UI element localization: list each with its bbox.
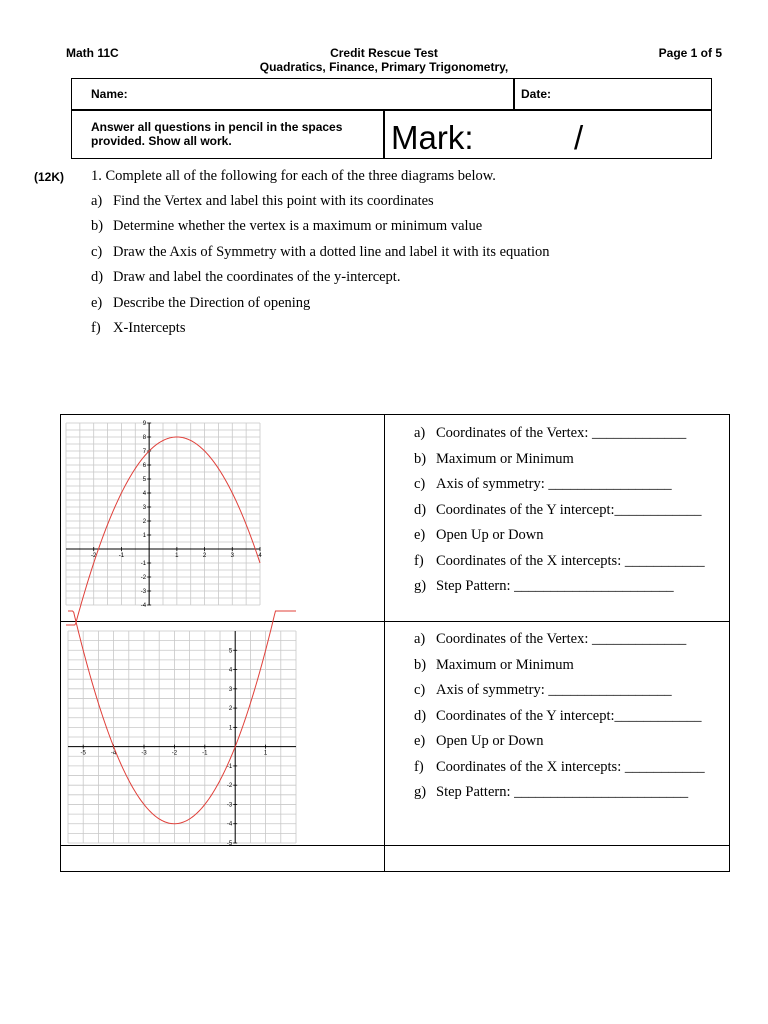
- x-tick-label: 4: [258, 553, 262, 559]
- y-tick-label: -3: [226, 802, 233, 809]
- item-letter: e): [414, 733, 426, 749]
- divider: [383, 109, 385, 158]
- item-text: Coordinates of the Y intercept:____________: [436, 707, 702, 724]
- table-divider: [61, 621, 729, 622]
- list-item: [91, 218, 550, 243]
- item-text: Step Pattern: ______________________: [436, 578, 674, 594]
- y-tick-label: 4: [142, 491, 147, 497]
- instruction-list: [91, 193, 550, 345]
- name-label[interactable]: Name:: [91, 87, 128, 101]
- item-letter: b): [414, 450, 427, 467]
- mark-slash: /: [574, 119, 584, 156]
- item-text: Open Up or Down: [436, 527, 544, 543]
- y-tick-label: 1: [142, 533, 147, 539]
- item-letter: c): [414, 682, 426, 698]
- list-item: [91, 320, 550, 345]
- y-tick-label: 2: [228, 706, 233, 713]
- list-item[interactable]: [414, 553, 705, 579]
- list-item[interactable]: [414, 578, 705, 604]
- list-item[interactable]: [414, 631, 705, 657]
- page-number: Page 1 of 5: [658, 46, 722, 60]
- list-item[interactable]: [414, 708, 705, 734]
- item-letter: a): [414, 425, 426, 441]
- item-letter: f): [91, 319, 101, 336]
- item-text: Maximum or Minimum: [436, 450, 574, 467]
- item-text: Axis of symmetry: _________________: [436, 476, 672, 492]
- y-tick-label: 5: [228, 648, 233, 655]
- y-tick-label: 1: [228, 725, 233, 732]
- list-item[interactable]: [414, 425, 705, 451]
- y-tick-label: -1: [226, 763, 233, 770]
- item-text: Find the Vertex and label this point with its coordinates: [113, 193, 434, 209]
- item-letter: f): [414, 552, 424, 569]
- list-item[interactable]: [414, 502, 705, 528]
- y-tick-label: -1: [140, 561, 147, 567]
- test-title-block: [0, 46, 768, 74]
- list-item: [91, 269, 550, 294]
- y-tick-label: 3: [142, 505, 147, 511]
- item-letter: e): [414, 527, 426, 543]
- x-tick-label: -2: [91, 553, 97, 559]
- list-item[interactable]: [414, 476, 705, 502]
- item-text: Coordinates of the Vertex: _____________: [436, 631, 687, 647]
- question-text: 1. Complete all of the following for each of the three diagrams below.: [91, 168, 496, 184]
- item-text: Coordinates of the X intercepts: ___________: [436, 552, 705, 569]
- date-label[interactable]: Date:: [521, 87, 552, 101]
- x-tick-label: -1: [118, 553, 125, 559]
- item-text: Draw and label the coordinates of the y-intercept.: [113, 269, 401, 286]
- course-label: Math 11C: [66, 46, 119, 60]
- y-tick-label: -4: [140, 603, 147, 609]
- list-item[interactable]: [414, 451, 705, 477]
- y-tick-label: -2: [140, 575, 147, 581]
- item-letter: e): [91, 294, 103, 311]
- list-item[interactable]: [414, 733, 705, 759]
- x-tick-label: -3: [141, 750, 147, 757]
- y-tick-label: 2: [142, 519, 147, 525]
- item-text: Coordinates of the Vertex: _____________: [436, 425, 687, 441]
- answer-list-2: [414, 631, 705, 810]
- y-tick-label: 9: [142, 421, 147, 427]
- item-text: Coordinates of the X intercepts: ___________: [436, 758, 705, 775]
- item-letter: d): [91, 269, 104, 286]
- item-letter: d): [414, 501, 427, 518]
- parabola-graph-2: [68, 631, 296, 847]
- item-text: Axis of symmetry: _________________: [436, 682, 672, 698]
- graph-1-svg: [66, 421, 262, 609]
- x-tick-label: -4: [110, 750, 117, 757]
- list-item[interactable]: [414, 527, 705, 553]
- list-item[interactable]: [414, 682, 705, 708]
- item-letter: g): [414, 578, 427, 594]
- item-text: Coordinates of the Y intercept:____________: [436, 501, 702, 518]
- item-letter: c): [91, 243, 103, 260]
- y-tick-label: 3: [228, 686, 233, 693]
- divider: [513, 79, 515, 109]
- table-divider: [61, 845, 729, 846]
- item-letter: g): [414, 784, 427, 800]
- item-letter: b): [414, 656, 427, 673]
- answer-list-1: [414, 425, 705, 604]
- list-item[interactable]: [414, 784, 705, 810]
- parabola-graph-1: [66, 421, 262, 609]
- x-tick-label: 1: [175, 553, 179, 559]
- list-item: [91, 295, 550, 320]
- item-text: Describe the Direction of opening: [113, 294, 311, 311]
- x-tick-label: 3: [230, 553, 234, 559]
- list-item: [91, 244, 550, 269]
- item-text: Open Up or Down: [436, 733, 544, 749]
- list-item[interactable]: [414, 759, 705, 785]
- x-tick-label: 1: [263, 750, 268, 757]
- mark-label: Mark:: [391, 119, 474, 156]
- item-text: Step Pattern: ________________________: [436, 784, 689, 800]
- item-text: Draw the Axis of Symmetry with a dotted line and label it with its equation: [113, 243, 550, 260]
- item-letter: b): [91, 218, 104, 235]
- question-points: (12K): [34, 170, 65, 184]
- test-title: Credit Rescue Test: [330, 46, 438, 60]
- item-text: Maximum or Minimum: [436, 656, 574, 673]
- test-subtitle: Quadratics, Finance, Primary Trigonometry,: [259, 60, 509, 74]
- y-tick-label: -2: [226, 783, 233, 790]
- x-tick-label: -1: [202, 750, 208, 757]
- list-item: [91, 193, 550, 218]
- divider: [72, 109, 711, 111]
- item-letter: f): [414, 758, 424, 775]
- list-item[interactable]: [414, 657, 705, 683]
- x-tick-label: 2: [202, 553, 207, 559]
- x-tick-label: -5: [80, 750, 86, 757]
- y-tick-label: 4: [228, 667, 233, 674]
- graph-2-svg: [68, 631, 296, 847]
- y-tick-label: 6: [142, 463, 147, 469]
- y-tick-label: 5: [142, 477, 147, 483]
- y-tick-label: -5: [226, 841, 233, 847]
- item-letter: a): [414, 631, 426, 647]
- item-letter: d): [414, 707, 427, 724]
- x-tick-label: -2: [171, 750, 178, 757]
- y-tick-label: 8: [142, 435, 147, 441]
- item-letter: a): [91, 193, 103, 209]
- y-tick-label: 7: [142, 449, 147, 455]
- item-letter: c): [414, 476, 426, 492]
- item-text: X-Intercepts: [113, 319, 186, 336]
- y-tick-label: -3: [140, 589, 147, 595]
- y-tick-label: -4: [226, 821, 233, 828]
- item-text: Determine whether the vertex is a maximum or minimum value: [113, 218, 483, 235]
- table-divider: [384, 415, 385, 871]
- student-info-box: [71, 78, 712, 159]
- instructions: Answer all questions in pencil in the spaces provided. Show all work.: [91, 120, 343, 148]
